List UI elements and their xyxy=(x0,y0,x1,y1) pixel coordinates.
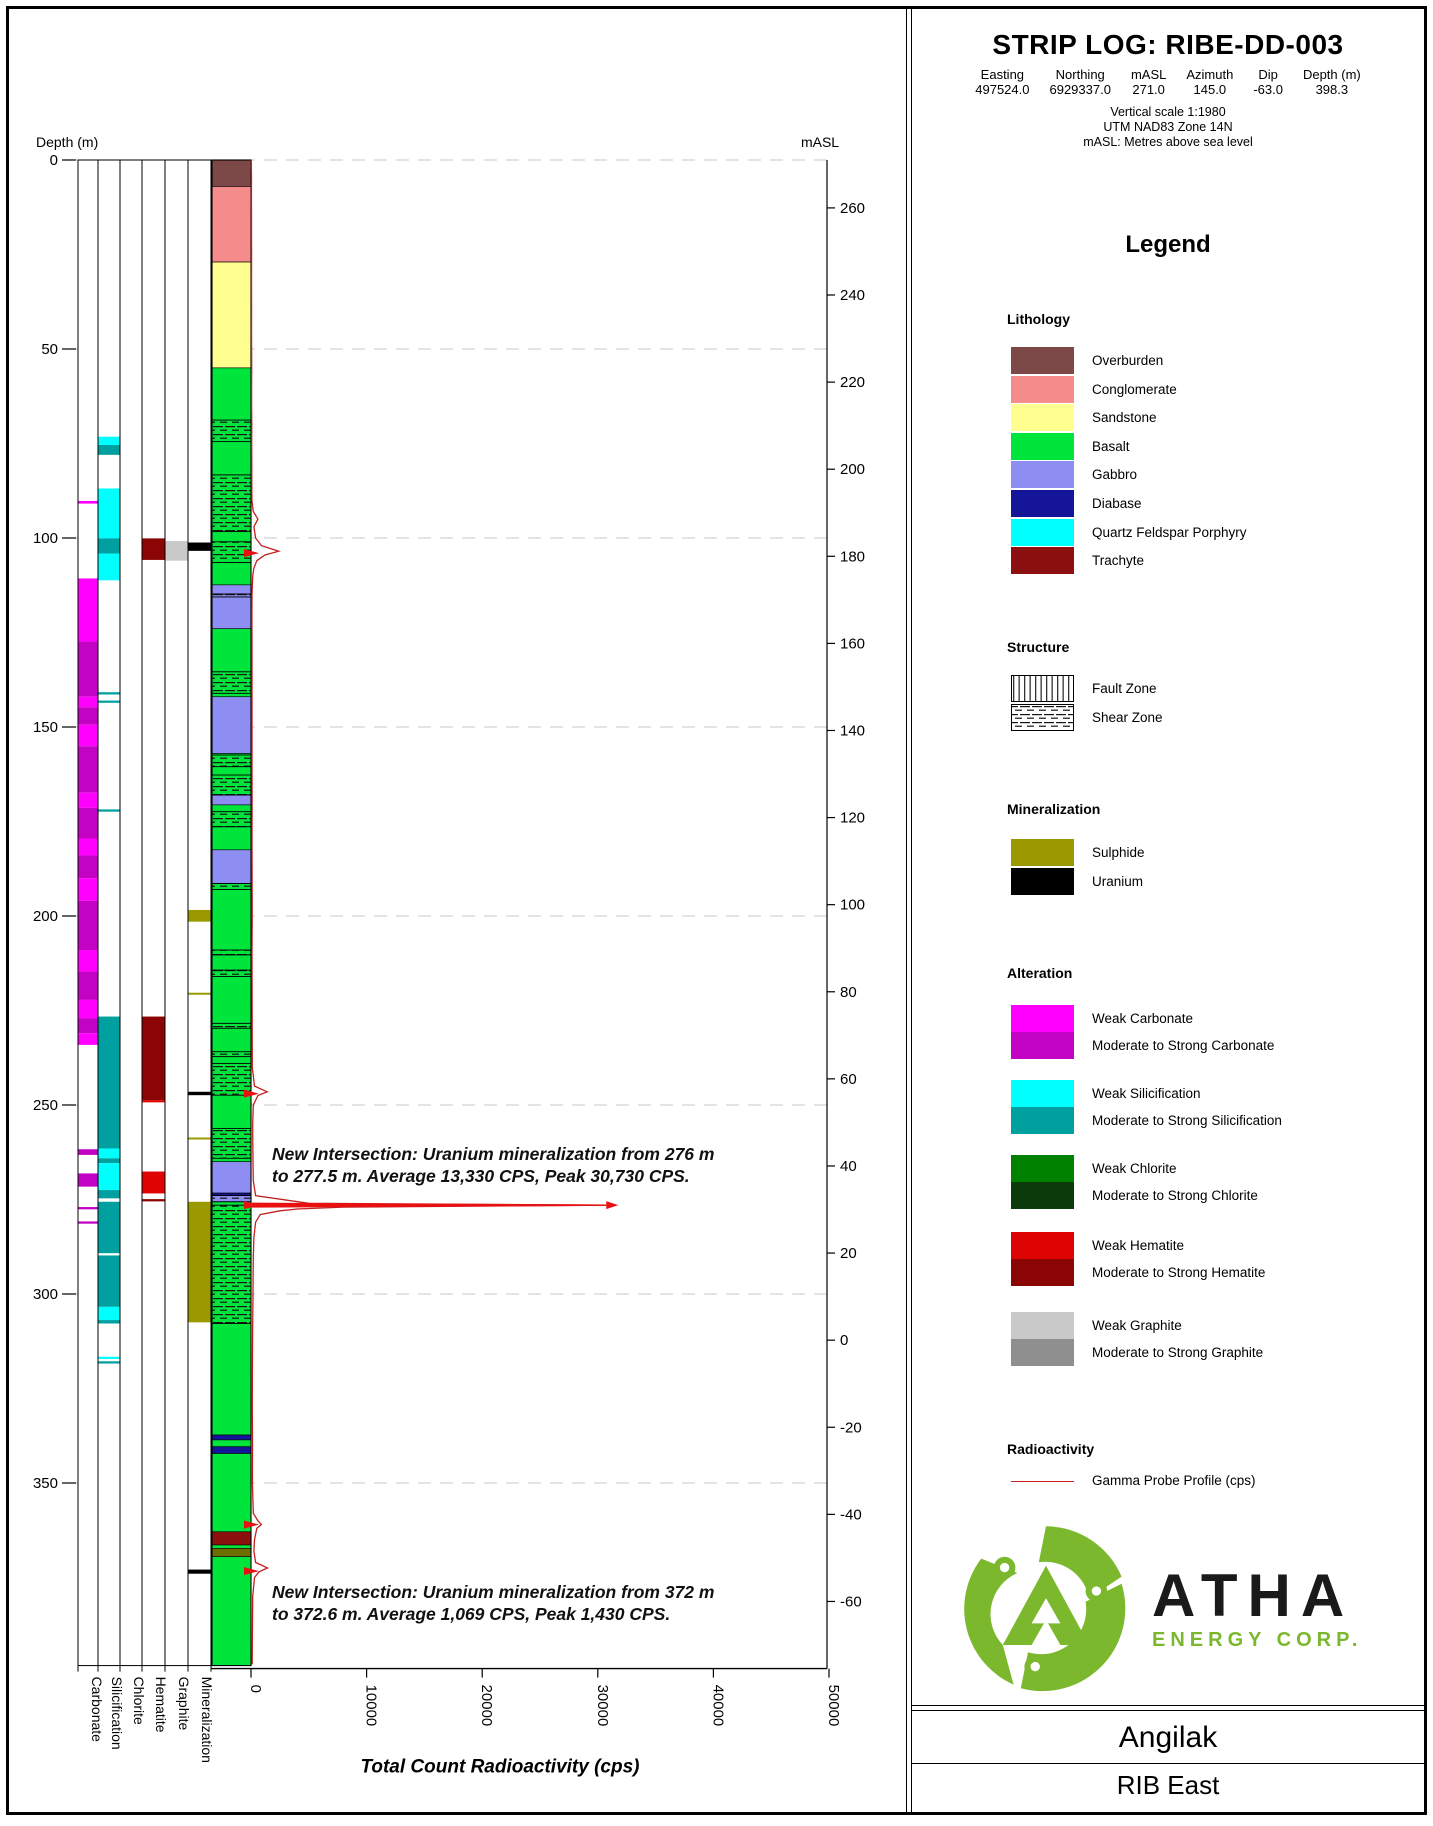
svg-text:80: 80 xyxy=(840,983,857,1001)
lithology-swatch xyxy=(1011,433,1074,460)
shear-zone-swatch xyxy=(1011,704,1074,731)
lithology-section-heading: Lithology xyxy=(1007,311,1070,327)
svg-text:50: 50 xyxy=(41,341,58,358)
intersection-annotations xyxy=(272,1144,714,1624)
carbonate-alteration-swatches xyxy=(1011,1005,1074,1059)
hematite-alteration-swatches xyxy=(1011,1232,1074,1286)
svg-text:50000: 50000 xyxy=(825,1684,842,1727)
column-labels xyxy=(89,1677,215,1763)
collar-meta-row xyxy=(912,67,1424,97)
gamma-line-sample xyxy=(1011,1481,1074,1482)
svg-text:-40: -40 xyxy=(840,1506,862,1524)
meta-dip: Dip -63.0 xyxy=(1253,67,1283,97)
chlorite-alteration-swatches xyxy=(1011,1155,1074,1209)
lithology-column xyxy=(212,160,251,1666)
svg-text:20: 20 xyxy=(840,1245,857,1263)
panel-divider xyxy=(906,9,907,1812)
svg-text:Carbonate: Carbonate xyxy=(89,1676,105,1742)
mineralization-swatches xyxy=(1011,839,1074,896)
alteration-section-heading: Alteration xyxy=(1007,965,1073,981)
meta-northing: Northing 6929337.0 xyxy=(1049,67,1111,97)
silicification-alteration-swatches xyxy=(1011,1080,1074,1134)
svg-text:0: 0 xyxy=(247,1684,264,1693)
lithology-swatch xyxy=(1011,347,1074,374)
svg-text:Depth (m): Depth (m) xyxy=(36,134,99,150)
svg-text:Total Count Radioactivity (cps: Total Count Radioactivity (cps) xyxy=(360,1756,640,1778)
lithology-swatch xyxy=(1011,461,1074,488)
meta-azimuth: Azimuth 145.0 xyxy=(1186,67,1234,97)
svg-text:Hematite: Hematite xyxy=(153,1676,169,1733)
meta-depth: Depth (m) 398.3 xyxy=(1302,67,1361,97)
svg-text:160: 160 xyxy=(840,635,866,653)
svg-text:240: 240 xyxy=(840,287,866,304)
structure-swatches xyxy=(1011,675,1074,732)
legend-heading: Legend xyxy=(1125,231,1211,258)
svg-text:120: 120 xyxy=(840,809,866,827)
svg-text:-20: -20 xyxy=(840,1419,862,1437)
sheet-footer xyxy=(912,1705,1424,1805)
info-panel: STRIP LOG: RIBE-DD-003 Easting 497524.0 Northing 6929337.0 mASL 271.0 Azimuth 145.0 Dip -63.0 Depth (m) 398.3 Vertical scale 1:1980 UTM NAD83 Zone 14N mASL: Metres above sea level Legend Lithology Overburden Conglomerate Sandstone Basalt Gabbro Diabase Quartz Feldspar Porphyry Trachyte Structure Fault Zone Shear Zone Mineralization Sulphide Uranium Alteration Weak Carbonate Moderate to Strong Carbonate Weak Silicification Moderate to Strong Silicification Weak Chlorite Moderate to Strong Chlorite Weak Hematite Moderate to Strong Hematite Weak Graphite Moderate to Strong Graphite Radioactivity Gamma Probe Profile (cps) ATHA ENERGY CORP. Angilak RIB East xyxy=(912,9,1424,1812)
fault-zone-swatch xyxy=(1011,675,1074,702)
svg-text:200: 200 xyxy=(840,461,866,479)
meta-masl: mASL 271.0 xyxy=(1130,67,1167,97)
structure-section-heading: Structure xyxy=(1007,639,1070,655)
svg-text:Silicification: Silicification xyxy=(109,1676,125,1750)
svg-text:-60: -60 xyxy=(840,1593,862,1611)
svg-text:220: 220 xyxy=(840,374,866,392)
svg-text:30000: 30000 xyxy=(593,1684,611,1727)
atha-logo-icon xyxy=(956,1519,1136,1699)
project-name: Angilak xyxy=(1118,1721,1218,1754)
scale-notes: Vertical scale 1:1980 UTM NAD83 Zone 14N mASL: Metres above sea level xyxy=(1083,105,1253,149)
radioactivity-section-heading: Radioactivity xyxy=(1007,1441,1095,1457)
svg-text:60: 60 xyxy=(840,1070,857,1088)
logo-subname: ENERGY CORP. xyxy=(1152,1628,1363,1651)
page-title: STRIP LOG: RIBE-DD-003 xyxy=(992,29,1344,60)
svg-text:300: 300 xyxy=(32,1286,58,1303)
svg-text:150: 150 xyxy=(32,719,58,736)
svg-text:mASL: mASL xyxy=(800,134,840,150)
lithology-swatch xyxy=(1011,490,1074,517)
gamma-profile xyxy=(244,160,618,1664)
mineralization-section-heading: Mineralization xyxy=(1007,801,1101,817)
title-block xyxy=(912,29,1424,150)
lithology-swatch xyxy=(1011,404,1074,431)
lithology-swatch xyxy=(1011,376,1074,403)
lithology-swatches xyxy=(1011,347,1074,576)
structure-labels: Fault Zone Shear Zone xyxy=(1092,681,1163,725)
uranium-swatch xyxy=(1011,868,1074,895)
area-name: RIB East xyxy=(1116,1770,1220,1800)
svg-text:New Intersection: Uranium mine: New Intersection: Uranium mineralization from 372 m to 372.6 m. Average 1,069 CPS, Peak 1,430 CPS. xyxy=(272,1581,715,1624)
svg-text:0: 0 xyxy=(840,1332,849,1350)
svg-text:40: 40 xyxy=(840,1157,857,1175)
svg-text:Mineralization: Mineralization xyxy=(199,1676,215,1763)
company-logo xyxy=(956,1509,1396,1709)
masl-axis xyxy=(801,134,865,1669)
svg-text:260: 260 xyxy=(840,199,866,217)
svg-text:40000: 40000 xyxy=(709,1684,727,1727)
svg-text:100: 100 xyxy=(32,530,58,547)
svg-text:350: 350 xyxy=(32,1475,58,1492)
svg-text:Graphite: Graphite xyxy=(176,1676,192,1731)
svg-text:180: 180 xyxy=(840,548,866,566)
gamma-line-label: Gamma Probe Profile (cps) xyxy=(1092,1473,1256,1488)
svg-text:Chlorite: Chlorite xyxy=(131,1676,147,1725)
svg-text:10000: 10000 xyxy=(362,1684,380,1727)
lithology-labels: Overburden Conglomerate Sandstone Basalt Gabbro Diabase Quartz Feldspar Porphyry Trachyte xyxy=(1092,353,1247,569)
logo-name: ATHA xyxy=(1152,1561,1355,1629)
svg-text:140: 140 xyxy=(840,722,866,740)
svg-text:20000: 20000 xyxy=(478,1684,496,1727)
meta-easting: Easting 497524.0 xyxy=(975,67,1030,97)
sulphide-swatch xyxy=(1011,839,1074,866)
mineralization-labels: Sulphide Uranium xyxy=(1092,845,1145,889)
svg-text:New Intersection: Uranium mine: New Intersection: Uranium mineralization from 276 m to 277.5 m. Average 13,330 CPS, Peak 30,730 CPS. xyxy=(272,1144,715,1187)
svg-text:250: 250 xyxy=(32,1097,58,1114)
graphite-alteration-swatches xyxy=(1011,1312,1074,1366)
lithology-swatch xyxy=(1011,519,1074,546)
svg-text:100: 100 xyxy=(840,896,866,914)
svg-text:0: 0 xyxy=(49,152,58,169)
svg-text:200: 200 xyxy=(32,908,58,925)
lithology-swatch xyxy=(1011,547,1074,574)
